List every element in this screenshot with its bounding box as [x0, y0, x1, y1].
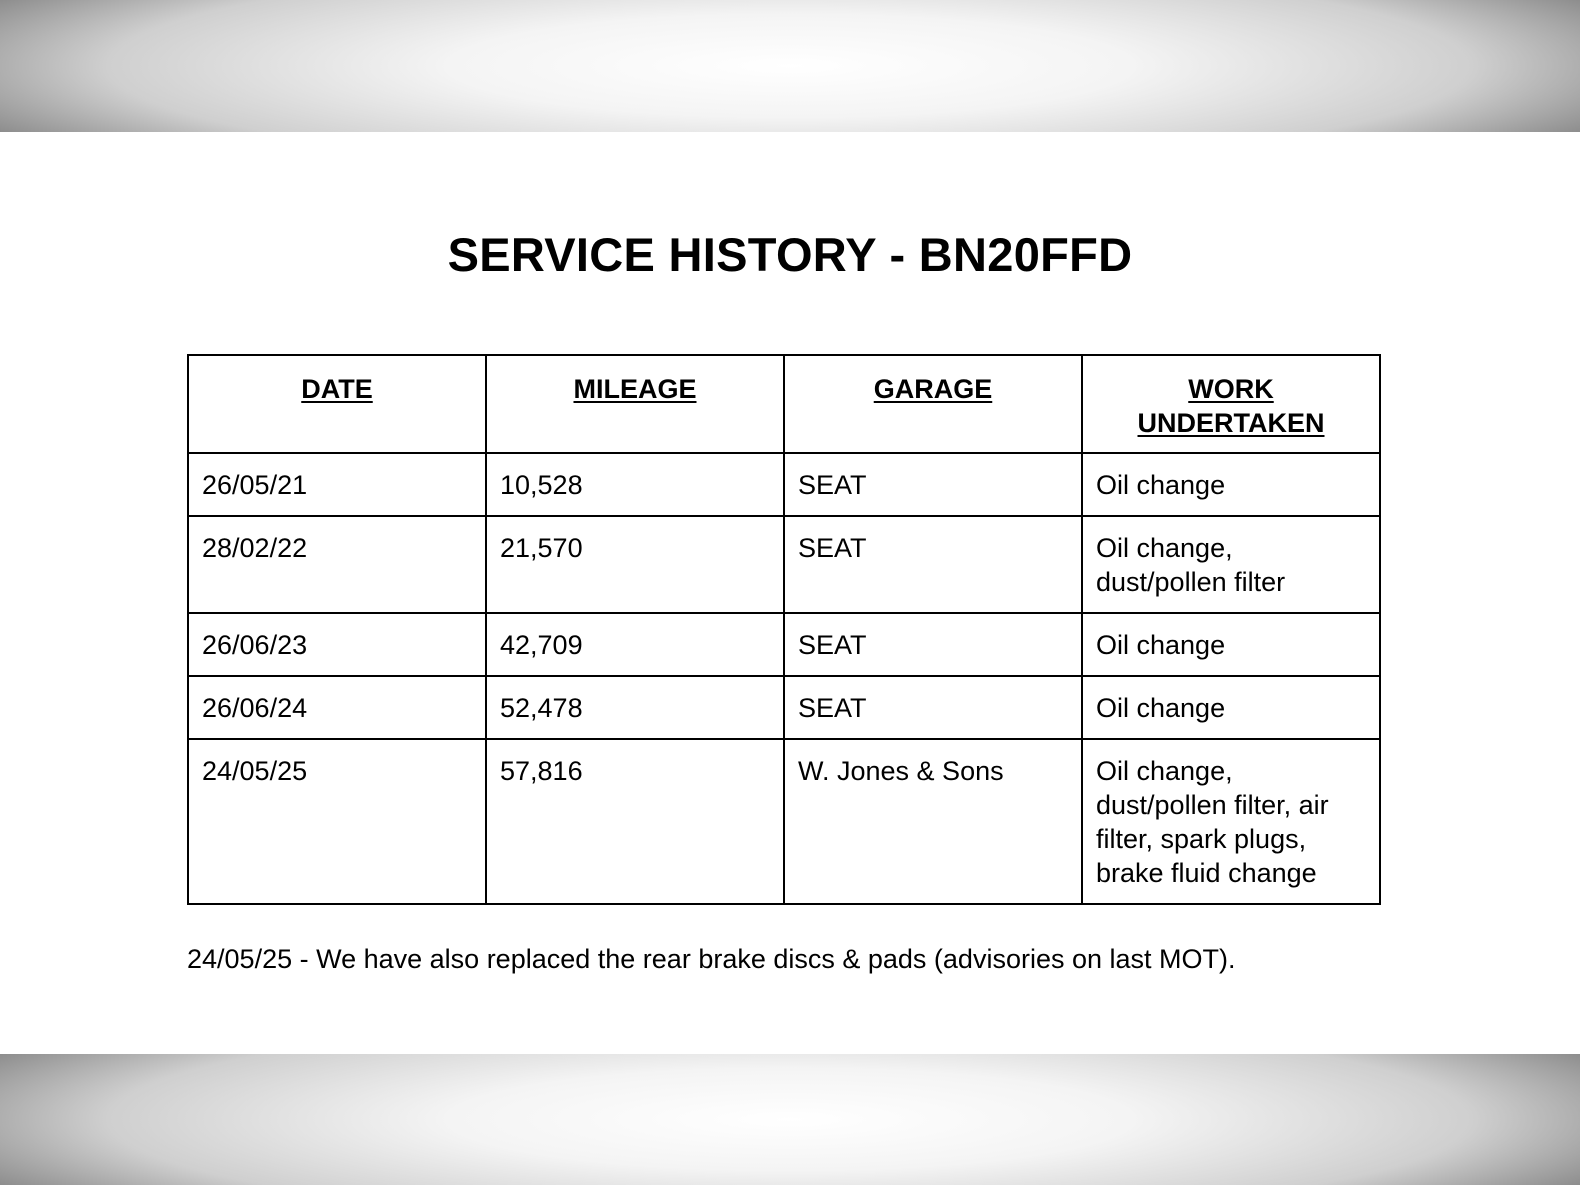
cell-date: 26/06/24: [188, 676, 486, 739]
bottom-vignette-band: [0, 1054, 1580, 1185]
cell-date: 24/05/25: [188, 739, 486, 904]
cell-garage: SEAT: [784, 516, 1082, 613]
cell-mileage: 52,478: [486, 676, 784, 739]
cell-garage: SEAT: [784, 676, 1082, 739]
table-row: [188, 739, 1380, 904]
cell-mileage: 21,570: [486, 516, 784, 613]
header-date: DATE: [188, 355, 486, 453]
cell-work: Oil change, dust/pollen filter, air filter, spark plugs, brake fluid change: [1082, 739, 1380, 904]
page-title: SERVICE HISTORY - BN20FFD: [447, 228, 1133, 281]
header-mileage: MILEAGE: [486, 355, 784, 453]
cell-work: Oil change: [1082, 613, 1380, 676]
top-vignette-band: [0, 0, 1580, 132]
table-row: [188, 453, 1380, 516]
table-row: [188, 516, 1380, 613]
table-header-row: [188, 355, 1380, 453]
cell-date: 26/05/21: [188, 453, 486, 516]
document-page: [0, 132, 1580, 1054]
cell-work: Oil change, dust/pollen filter: [1082, 516, 1380, 613]
cell-date: 28/02/22: [188, 516, 486, 613]
cell-work: Oil change: [1082, 453, 1380, 516]
cell-garage: W. Jones & Sons: [784, 739, 1082, 904]
table-row: [188, 676, 1380, 739]
table-row: [188, 613, 1380, 676]
cell-mileage: 42,709: [486, 613, 784, 676]
cell-garage: SEAT: [784, 453, 1082, 516]
header-work-undertaken: WORK UNDERTAKEN: [1082, 355, 1380, 453]
footnote: 24/05/25 - We have also replaced the rear brake discs & pads (advisories on last MOT).: [187, 944, 1236, 974]
cell-date: 26/06/23: [188, 613, 486, 676]
cell-work: Oil change: [1082, 676, 1380, 739]
cell-mileage: 10,528: [486, 453, 784, 516]
cell-garage: SEAT: [784, 613, 1082, 676]
header-garage: GARAGE: [784, 355, 1082, 453]
cell-mileage: 57,816: [486, 739, 784, 904]
service-history-table: [187, 354, 1381, 905]
